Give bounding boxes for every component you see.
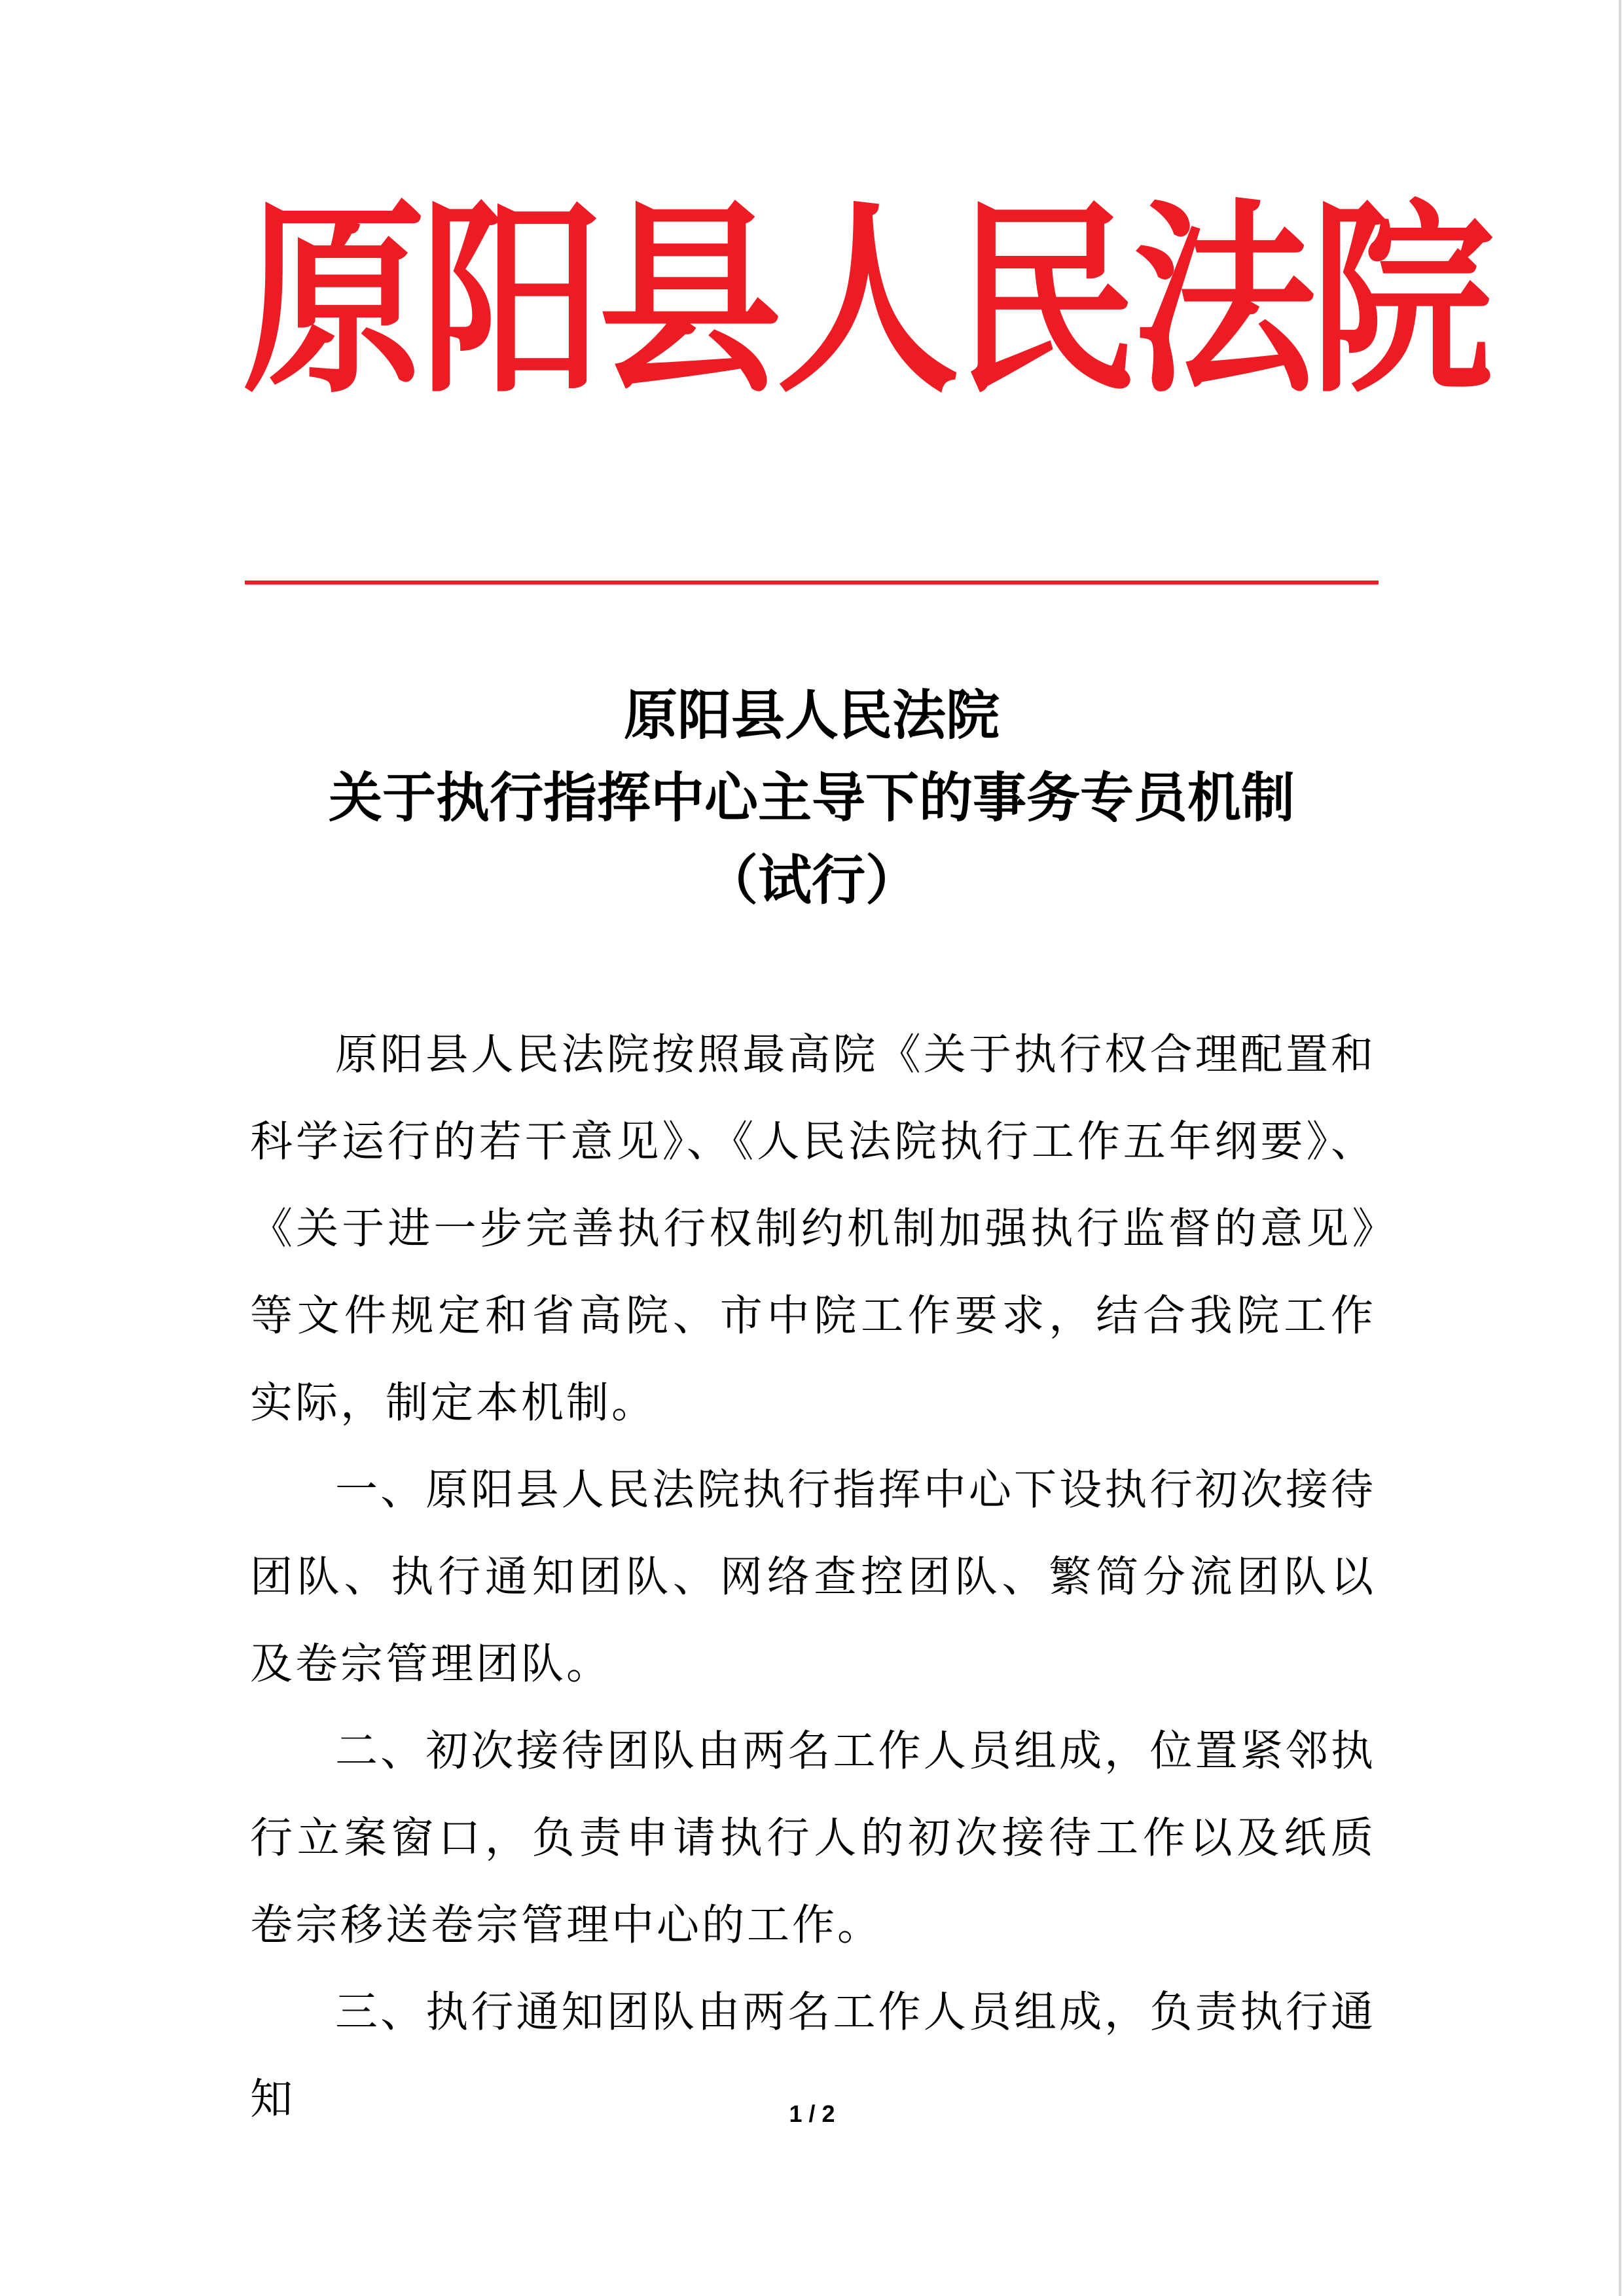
body-paragraph-intro: 原阳县人民法院按照最高院《关于执行权合理配置和科学运行的若干意见》、《人民法院执行工作五年纲要》、《关于进一步完善执行权制约机制加强执行监督的意见》等文件规定和省高院、市中院工作要求，结合我院工作实际，制定本机制。 (250, 1030, 1376, 1427)
body-paragraph-3: 三、执行通知团队由两名工作人员组成，负责执行通知 (250, 1988, 1376, 2124)
body-paragraph-1: 一、原阳县人民法院执行指挥中心下设执行初次接待团队、执行通知团队、网络查控团队、繁简分流团队以及卷宗管理团队。 (250, 1465, 1376, 1689)
document-body (250, 1011, 1376, 2143)
page-number: 1 / 2 (789, 2100, 835, 2127)
title-line-2: 关于执行指挥中心主导下的事务专员机制 (328, 766, 1295, 829)
court-masthead: 原阳县人民法院 (242, 180, 1489, 422)
body-paragraph-2: 二、初次接待团队由两名工作人员组成，位置紧邻执行立案窗口，负责申请执行人的初次接待工作以及纸质卷宗移送卷宗管理中心的工作。 (250, 1727, 1376, 1950)
page-edge (1619, 0, 1621, 2296)
title-line-1: 原阳县人民法院 (623, 684, 1000, 747)
red-header-rule (245, 581, 1379, 584)
title-line-3: （试行） (704, 849, 919, 912)
document-title (242, 674, 1381, 922)
